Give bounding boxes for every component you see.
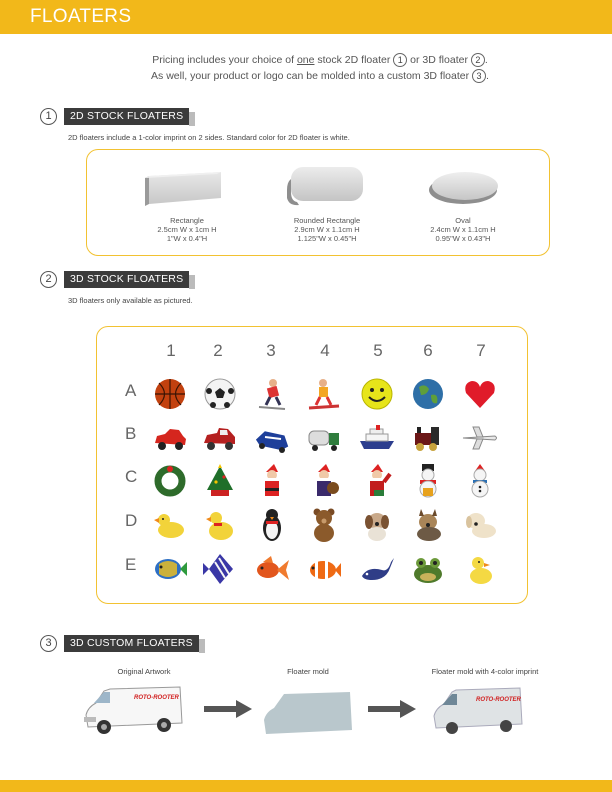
floater-d6-terrier-icon bbox=[409, 506, 447, 544]
floater-b1-red-car-icon bbox=[151, 419, 189, 457]
stock-3d-panel bbox=[96, 326, 528, 604]
intro-circle-2: 2 bbox=[471, 53, 485, 67]
floater-d4-teddy-bear-icon bbox=[305, 506, 343, 544]
floater-d2-duck-bow-icon bbox=[201, 506, 239, 544]
floater-d1-duck-icon bbox=[151, 506, 189, 544]
step-caption-mold: Floater mold bbox=[287, 667, 329, 676]
intro-text bbox=[110, 52, 530, 84]
floater-b4-cement-truck-icon bbox=[305, 419, 343, 457]
rectangle-floater-image bbox=[145, 168, 227, 208]
header-bar bbox=[0, 0, 612, 34]
col-header-6: 6 bbox=[423, 341, 433, 360]
floater-b5-cruise-ship-icon bbox=[358, 419, 396, 457]
shape-caption-rectangle: Rectangle 2.5cm W x 1cm H 1"W x 0.4"H bbox=[157, 216, 217, 243]
floater-a4-snowboarder-icon bbox=[305, 375, 343, 413]
arrow-right-icon bbox=[368, 700, 416, 718]
row-label-b: B bbox=[125, 424, 137, 443]
floater-e3-goldfish-icon bbox=[253, 550, 291, 588]
floater-e6-frog-icon bbox=[409, 550, 447, 588]
row-label-d: D bbox=[125, 511, 138, 530]
floater-b6-train-icon bbox=[409, 419, 447, 457]
floater-b3-race-car-icon bbox=[253, 419, 291, 457]
floater-a1-basketball-icon bbox=[151, 375, 189, 413]
floater-e1-tropical-fish-icon bbox=[151, 550, 189, 588]
row-label-a: A bbox=[125, 381, 137, 400]
stock-2d-panel bbox=[86, 149, 550, 256]
intro-one: one bbox=[296, 54, 315, 66]
shape-caption-oval: Oval 2.4cm W x 1.1cm H 0.95"W x 0.43"H bbox=[430, 216, 496, 243]
floater-mold-image bbox=[262, 690, 354, 736]
section-2-label: 3D STOCK FLOATERS bbox=[64, 271, 189, 288]
rounded-rectangle-floater-image bbox=[285, 162, 367, 210]
row-label-c: C bbox=[125, 467, 138, 486]
col-header-2: 2 bbox=[213, 341, 223, 360]
intro-circle-1: 1 bbox=[393, 53, 407, 67]
van-logo-text: ROTO-ROOTER bbox=[134, 695, 179, 701]
floater-e2-angelfish-icon bbox=[201, 550, 239, 588]
original-artwork-van bbox=[82, 683, 186, 737]
footer-bar bbox=[0, 780, 612, 792]
van-mold-icon bbox=[430, 684, 526, 736]
van-icon bbox=[82, 683, 186, 737]
floater-a3-skier-icon bbox=[253, 375, 291, 413]
col-header-5: 5 bbox=[373, 341, 383, 360]
section-3-number: 3 bbox=[40, 635, 57, 652]
floater-e4-clownfish-icon bbox=[305, 550, 343, 588]
intro-line-2: As well, your product or logo can be molded into a custom 3D floater 3 . bbox=[151, 70, 489, 82]
floater-c6-snowman-hat-icon bbox=[409, 462, 447, 500]
floater-b2-vintage-car-icon bbox=[201, 419, 239, 457]
floater-c4-santa-bag-icon bbox=[305, 462, 343, 500]
floater-e7-duckling-icon bbox=[461, 550, 499, 588]
floater-c3-santa-icon bbox=[253, 462, 291, 500]
section-1-number: 1 bbox=[40, 108, 57, 125]
col-header-7: 7 bbox=[476, 341, 486, 360]
floater-e5-whale-icon bbox=[358, 550, 396, 588]
step-caption-mold-imprint: Floater mold with 4-color imprint bbox=[431, 667, 539, 676]
floater-c2-christmas-tree-icon bbox=[201, 462, 239, 500]
floater-c1-wreath-icon bbox=[151, 462, 189, 500]
floater-b7-airplane-icon bbox=[461, 419, 499, 457]
floater-d5-dog-icon bbox=[358, 506, 396, 544]
floater-a6-globe-icon bbox=[409, 375, 447, 413]
section-2-description: 3D floaters only available as pictured. bbox=[68, 296, 193, 305]
floater-c7-snowman-icon bbox=[461, 462, 499, 500]
van-mold-logo-text: ROTO-ROOTER bbox=[476, 697, 521, 703]
floater-d3-penguin-icon bbox=[253, 506, 291, 544]
floater-a7-heart-icon bbox=[461, 375, 499, 413]
page-title: FLOATERS bbox=[30, 6, 132, 27]
shape-caption-rounded-rectangle: Rounded Rectangle 2.9cm W x 1.1cm H 1.125"W x 0.45"H bbox=[293, 216, 361, 243]
oval-floater-image bbox=[427, 168, 501, 208]
intro-circle-3: 3 bbox=[472, 69, 486, 83]
arrow-right-icon bbox=[204, 700, 252, 718]
section-1-label: 2D STOCK FLOATERS bbox=[64, 108, 189, 125]
floater-a5-smiley-icon bbox=[358, 375, 396, 413]
col-header-3: 3 bbox=[266, 341, 276, 360]
floater-a2-soccer-ball-icon bbox=[201, 375, 239, 413]
step-caption-original: Original Artwork bbox=[117, 667, 171, 676]
intro-line-1: Pricing includes your choice of one stock 2D floater 1 or 3D floater 2 . bbox=[152, 54, 488, 66]
section-2-number: 2 bbox=[40, 271, 57, 288]
floater-c5-santa-waving-icon bbox=[358, 462, 396, 500]
floater-mold-imprint-van bbox=[430, 684, 526, 736]
row-label-e: E bbox=[125, 555, 137, 574]
section-1-description: 2D floaters include a 1-color imprint on 2 sides. Standard color for 2D floater is white. bbox=[68, 133, 350, 142]
floater-d7-puppy-icon bbox=[461, 506, 499, 544]
col-header-1: 1 bbox=[166, 341, 176, 360]
section-3-label: 3D CUSTOM FLOATERS bbox=[64, 635, 199, 652]
col-header-4: 4 bbox=[320, 341, 330, 360]
